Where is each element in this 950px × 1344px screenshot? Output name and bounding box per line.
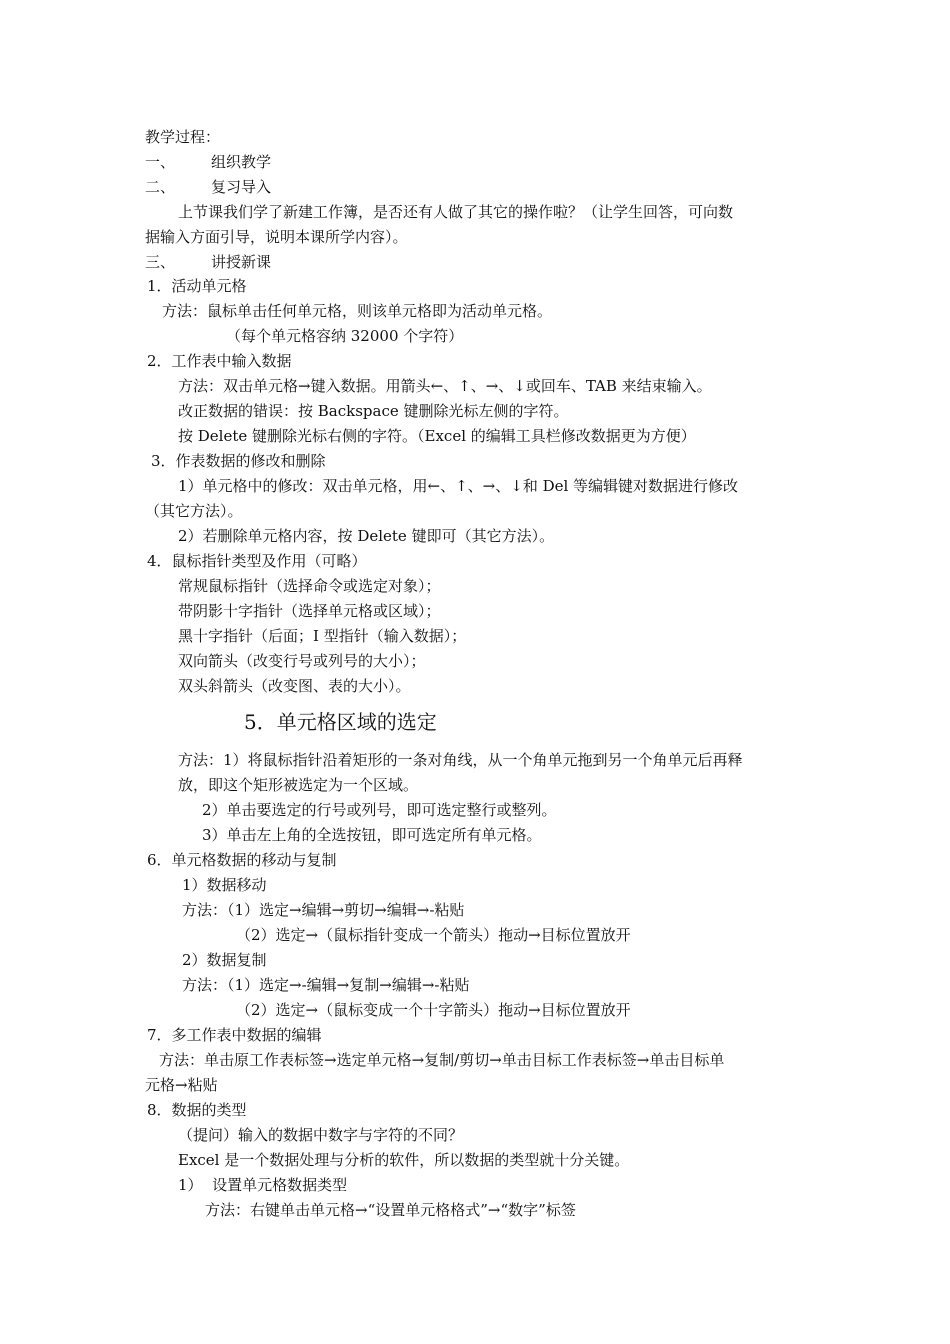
point-5-line-1: 方法：1）将鼠标指针沿着矩形的一条对角线，从一个角单元拖到另一个角单元后再释 — [178, 751, 743, 769]
point-3-line-3: 2）若删除单元格内容，按 Delete 键即可（其它方法）。 — [178, 527, 555, 545]
point-7-line-2: 元格→粘贴 — [145, 1076, 218, 1094]
data-move-method-1: 方法：（1）选定→编辑→剪切→编辑→-粘贴 — [182, 901, 465, 919]
point-7-line-1: 方法：单击原工作表标签→选定单元格→复制/剪切→单击目标工作表标签→单击目标单 — [159, 1051, 725, 1069]
point-8-title: 8．数据的类型 — [147, 1101, 247, 1119]
pointer-type-item: 黑十字指针（后面；I 型指针（输入数据）； — [178, 627, 467, 645]
lesson-heading: 教学过程： — [145, 128, 221, 146]
point-2-line-1: 方法：双击单元格→键入数据。用箭头←、↑、→、↓或回车、TAB 来结束输入。 — [178, 377, 712, 395]
point-3-line-2: （其它方法）。 — [145, 502, 243, 520]
point-3-line-1: 1）单元格中的修改：双击单元格，用←、↑、→、↓和 Del 等编辑键对数据进行修改 — [178, 477, 739, 495]
section-1-title: 组织教学 — [211, 153, 272, 171]
point-8-line-3: 1） 设置单元格数据类型 — [178, 1176, 348, 1194]
data-copy-method-2: （2）选定→（鼠标变成一个十字箭头）拖动→目标位置放开 — [236, 1001, 631, 1019]
data-move-method-2: （2）选定→（鼠标指针变成一个箭头）拖动→目标位置放开 — [236, 926, 631, 944]
point-1-title: 1．活动单元格 — [147, 277, 247, 295]
pointer-type-item: 带阴影十字指针（选择单元格或区域）； — [178, 602, 441, 620]
section-2-title: 复习导入 — [211, 178, 272, 196]
data-move-heading: 1）数据移动 — [182, 876, 267, 894]
data-copy-method-1: 方法：（1）选定→-编辑→复制→编辑→-粘贴 — [182, 976, 470, 994]
section-2-number: 二、 — [145, 178, 176, 196]
point-2-title: 2．工作表中输入数据 — [147, 352, 292, 370]
point-8-line-4: 方法：右键单击单元格→“设置单元格格式”→“数字”标签 — [205, 1201, 576, 1219]
point-2-line-3: 按 Delete 键删除光标右侧的字符。（Excel 的编辑工具栏修改数据更为方便） — [178, 427, 696, 445]
pointer-type-item: 双头斜箭头（改变图、表的大小）。 — [178, 677, 411, 695]
point-2-line-2: 改正数据的错误：按 Backspace 键删除光标左侧的字符。 — [178, 402, 569, 420]
point-5-line-2: 放，即这个矩形被选定为一个区域。 — [178, 776, 419, 794]
pointer-type-item: 双向箭头（改变行号或列号的大小）； — [178, 652, 426, 670]
intro-line-2: 据输入方面引导，说明本课所学内容）。 — [145, 228, 408, 246]
section-3-title: 讲授新课 — [211, 253, 272, 271]
point-1-note: （每个单元格容纳 32000 个字符） — [226, 327, 464, 345]
point-8-question: （提问）输入的数据中数字与字符的不同？ — [178, 1126, 464, 1144]
point-5-title: 5．单元格区域的选定 — [244, 710, 437, 734]
point-6-title: 6．单元格数据的移动与复制 — [147, 851, 337, 869]
data-copy-heading: 2）数据复制 — [182, 951, 267, 969]
pointer-type-item: 常规鼠标指针（选择命令或选定对象）； — [178, 577, 441, 595]
section-1-number: 一、 — [145, 153, 176, 171]
point-1-method: 方法：鼠标单击任何单元格，则该单元格即为活动单元格。 — [162, 302, 553, 320]
point-8-line-2: Excel 是一个数据处理与分析的软件，所以数据的类型就十分关键。 — [178, 1151, 630, 1169]
point-5-line-3: 2）单击要选定的行号或列号，即可选定整行或整列。 — [202, 801, 557, 819]
point-4-title: 4．鼠标指针类型及作用（可略） — [147, 552, 367, 570]
intro-line-1: 上节课我们学了新建工作簿，是否还有人做了其它的操作啦？（让学生回答，可向数 — [178, 203, 734, 221]
point-5-line-4: 3）单击左上角的全选按钮，即可选定所有单元格。 — [202, 826, 542, 844]
point-7-title: 7．多工作表中数据的编辑 — [147, 1026, 322, 1044]
section-3-number: 三、 — [145, 253, 176, 271]
point-3-title: 3．作表数据的修改和删除 — [151, 452, 326, 470]
